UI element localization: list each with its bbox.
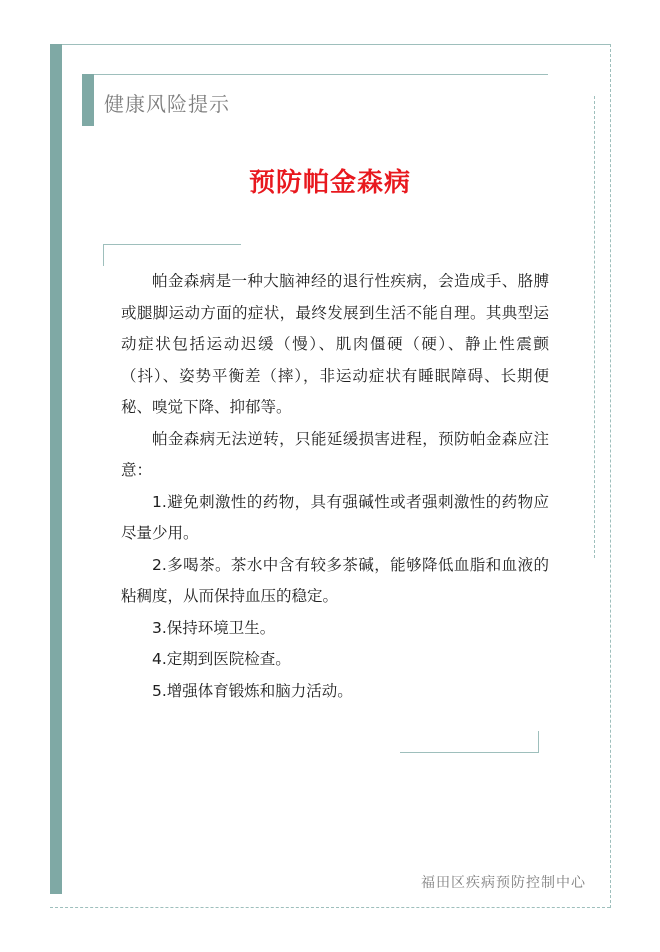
prevention-item-1: 1.避免刺激性的药物，具有强碱性或者强刺激性的药物应尽量少用。 <box>121 492 549 542</box>
corner-bracket-top-left <box>103 244 241 245</box>
prevention-lead-paragraph: 帕金森病无法逆转，只能延缓损害进程，预防帕金森应注意： <box>121 429 549 479</box>
footer-organization: 福田区疾病预防控制中心 <box>421 875 586 891</box>
main-title: 预防帕金森病 <box>248 168 411 198</box>
page-frame-top-border <box>50 44 610 45</box>
corner-bracket-bottom-right <box>400 752 538 753</box>
prevention-item-2: 2.多喝茶。茶水中含有较多茶碱，能够降低血脂和血液的粘稠度，从而保持血压的稳定。 <box>121 555 549 605</box>
header-accent-tab <box>82 74 94 126</box>
prevention-item-3: 3.保持环境卫生。 <box>152 618 276 637</box>
corner-bracket-bottom-right-vertical <box>538 731 539 753</box>
header-title: 健康风险提示 <box>104 92 230 116</box>
prevention-item-5: 5.增强体育锻炼和脑力活动。 <box>152 681 353 700</box>
header-divider-line <box>82 74 548 75</box>
prevention-item-4: 4.定期到医院检查。 <box>152 650 291 668</box>
intro-paragraph: 帕金森病是一种大脑神经的退行性疾病，会造成手、胳膊或腿脚运动方面的症状，最终发展到生活不能自理。其典型运动症状包括运动迟缓（慢）、肌肉僵硬（硬）、静止性震颤（抖）、姿势平衡差（摔），非运动症状有睡眠障碍、长期便秘、嗅觉下降、抑郁等。 <box>121 272 549 416</box>
corner-bracket-top-left-vertical <box>103 244 104 266</box>
body-content <box>121 266 549 707</box>
page-frame-bottom-border <box>50 907 610 908</box>
